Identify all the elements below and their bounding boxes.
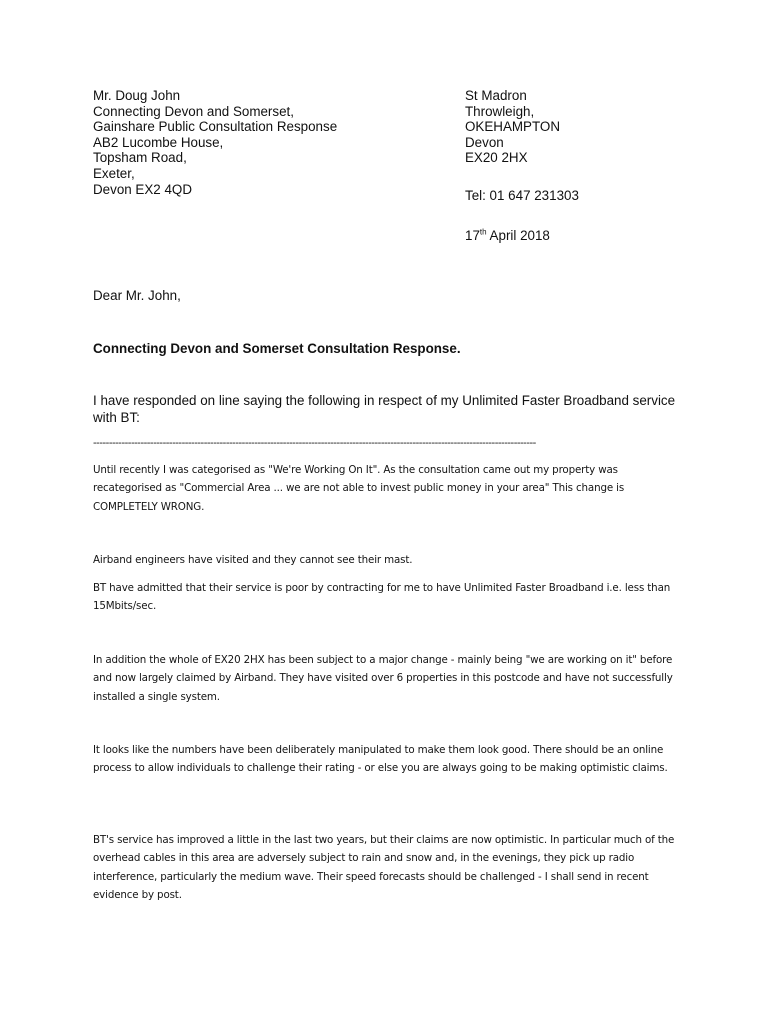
dashed-divider: --------------------------------------------------------------------------------------------------------------------------------------------	[93, 437, 536, 449]
sender-address-line: Throwleigh,	[465, 103, 535, 119]
sender-address-line: OKEHAMPTON	[465, 119, 560, 135]
recipient-address-line: Exeter,	[93, 165, 135, 181]
body-paragraph: BT's service has improved a little in the last two years, but their claims are now optimistic. In particular much of the overhead cables in this area are adversely subject to rain and snow and, in the evenings, they pick up radio interference, particularly the medium wave. Their speed forecasts should be challenged - I shall send in recent evidence by post.	[93, 834, 675, 902]
letter-date	[465, 228, 550, 244]
body-paragraph: Until recently I was categorised as "We're Working On It". As the consultation came out my property was recategorised as "Commercial Area ... we are not able to invest public money in your area" This change is COMPLETELY WRONG.	[93, 464, 625, 513]
recipient-address-line: Topsham Road,	[93, 150, 187, 166]
body-paragraph: BT have admitted that their service is poor by contracting for me to have Unlimited Faster Broadband i.e. less than 15Mbits/sec.	[93, 582, 671, 613]
body-paragraph: It looks like the numbers have been deliberately manipulated to make them look good. There should be an online process to allow individuals to challenge their rating - or else you are always going to be making optimistic claims.	[93, 744, 668, 775]
intro-paragraph: I have responded on line saying the following in respect of my Unlimited Faster Broadband service with BT:	[93, 393, 676, 425]
sender-address	[465, 88, 579, 204]
salutation: Dear Mr. John,	[93, 288, 181, 303]
subject-heading: Connecting Devon and Somerset Consultation Response.	[93, 341, 461, 356]
sender-address-line: St Madron	[465, 88, 527, 103]
address-spacer	[465, 166, 579, 188]
sender-telephone: Tel: 01 647 231303	[465, 187, 579, 203]
recipient-address-line: Gainshare Public Consultation Response	[93, 119, 338, 135]
recipient-address-line: Devon EX2 4QD	[93, 181, 192, 197]
date-day: 17	[465, 228, 480, 243]
sender-address-line: Devon	[465, 134, 504, 150]
recipient-address-line: AB2 Lucombe House,	[93, 134, 224, 150]
recipient-address-line: Connecting Devon and Somerset,	[93, 103, 294, 119]
body-paragraph: In addition the whole of EX20 2HX has been subject to a major change - mainly being "we are working on it" before and now largely claimed by Airband. They have visited over 6 properties in this postcode and have not successfully installed a single system.	[93, 654, 673, 703]
body-paragraph: Airband engineers have visited and they cannot see their mast.	[93, 554, 413, 566]
date-month-year: April 2018	[486, 228, 550, 243]
recipient-address	[93, 88, 337, 197]
recipient-address-line: Mr. Doug John	[93, 88, 181, 103]
date-ordinal-suffix: th	[479, 227, 487, 237]
sender-address-line: EX20 2HX	[465, 150, 528, 166]
